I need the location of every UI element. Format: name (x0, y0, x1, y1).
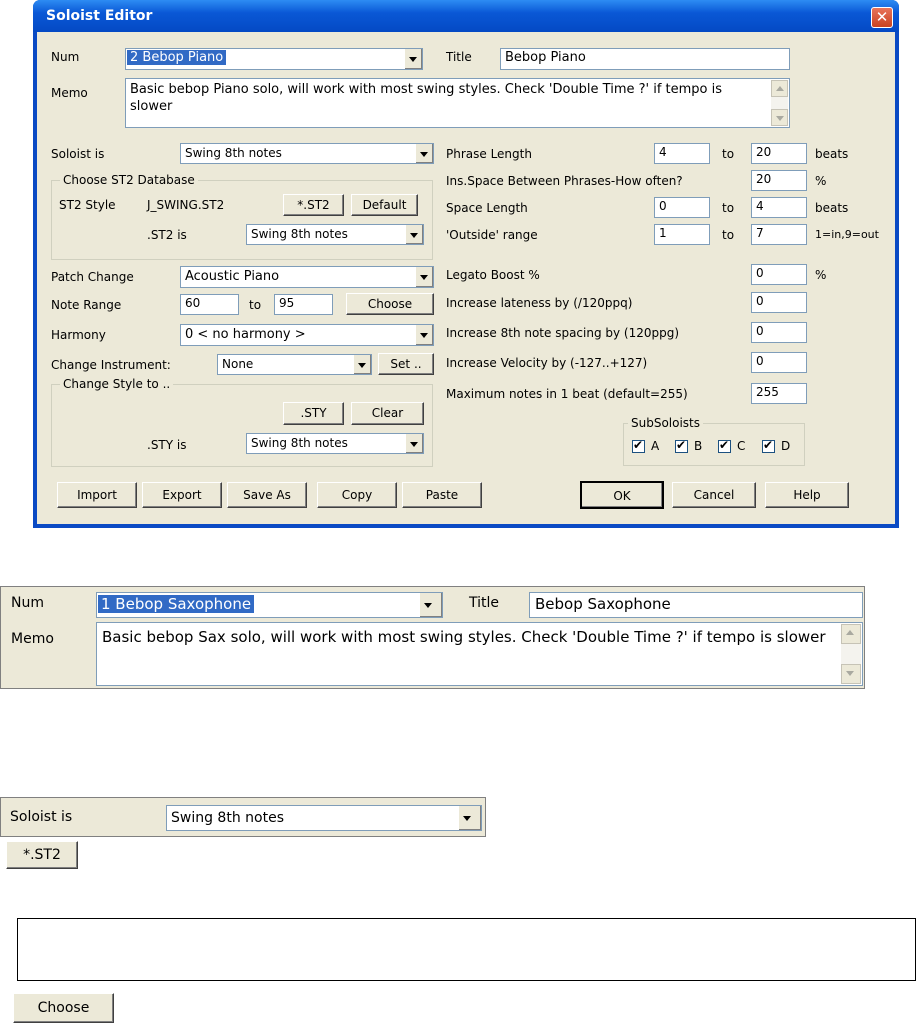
velocity-field[interactable]: 0 (751, 352, 807, 373)
chevron-down-icon[interactable] (405, 434, 423, 453)
note-range-to-label: to (249, 298, 262, 312)
empty-text-box (17, 918, 916, 981)
chevron-down-icon[interactable] (458, 806, 481, 830)
harmony-value: 0 < no harmony > (185, 327, 306, 342)
st2-is-value: Swing 8th notes (251, 227, 348, 241)
excerpt-soloist-is (0, 797, 486, 837)
clear-button[interactable]: Clear (351, 402, 424, 425)
export-button[interactable]: Export (142, 482, 222, 508)
change-instrument-label: Change Instrument: (51, 358, 171, 372)
chevron-down-icon[interactable] (415, 267, 433, 287)
phrase-length-from-field[interactable]: 4 (654, 143, 710, 164)
subsoloist-b-checkbox[interactable] (675, 440, 688, 453)
soloist-editor-dialog (33, 0, 899, 528)
space-length-to-label: to (722, 201, 735, 215)
spacing-label: Increase 8th note spacing by (120ppg) (446, 326, 680, 340)
excerpt-soloist-is-label: Soloist is (10, 809, 73, 825)
subsoloists-title: SubSoloists (628, 416, 703, 430)
scroll-down-icon[interactable] (841, 664, 861, 684)
chevron-down-icon[interactable] (353, 355, 371, 374)
space-length-unit: beats (815, 201, 849, 215)
spacing-field[interactable]: 0 (751, 322, 807, 343)
excerpt-num-memo (0, 586, 865, 689)
memo-field[interactable] (125, 78, 790, 128)
ins-space-unit: % (815, 174, 827, 188)
scroll-up-icon[interactable] (771, 80, 788, 97)
chevron-down-icon[interactable] (415, 144, 433, 163)
excerpt-num-value: 1 Bebop Saxophone (98, 595, 254, 613)
memo-scrollbar[interactable] (771, 80, 788, 126)
velocity-label: Increase Velocity by (-127..+127) (446, 356, 648, 370)
soloist-is-dropdown[interactable] (180, 143, 434, 164)
title-bar[interactable] (33, 0, 899, 32)
note-range-high-field[interactable]: 95 (274, 294, 333, 315)
soloist-is-label: Soloist is (51, 147, 105, 161)
legato-boost-label: Legato Boost % (446, 268, 540, 282)
cancel-button[interactable]: Cancel (672, 482, 756, 508)
space-length-to-field[interactable]: 4 (751, 197, 807, 218)
sty-is-label: .STY is (147, 438, 187, 452)
st2-button[interactable]: *.ST2 (283, 194, 344, 216)
st2-is-label: .ST2 is (147, 228, 187, 242)
num-label: Num (51, 50, 80, 64)
lateness-label: Increase lateness by (/120ppq) (446, 296, 633, 310)
num-selected-value: 2 Bebop Piano (127, 50, 226, 65)
title-label: Title (446, 50, 472, 64)
excerpt-soloist-is-value: Swing 8th notes (171, 810, 284, 826)
copy-button[interactable]: Copy (317, 482, 397, 508)
excerpt-memo-label: Memo (11, 631, 54, 647)
st2-group-title: Choose ST2 Database (60, 173, 198, 187)
excerpt-memo-field[interactable] (96, 622, 863, 686)
dialog-title: Soloist Editor (46, 8, 153, 24)
space-length-label: Space Length (446, 201, 528, 215)
sty-is-value: Swing 8th notes (251, 436, 348, 450)
memo-text: Basic bebop Piano solo, will work with most swing styles. Check 'Double Time ?' if tempo is slower (130, 82, 723, 114)
excerpt-title-field[interactable]: Bebop Saxophone (529, 592, 863, 618)
excerpt-choose-button[interactable]: Choose (13, 993, 114, 1023)
outside-range-to-label: to (722, 228, 735, 242)
st2-style-value: J_SWING.ST2 (147, 198, 225, 212)
change-instrument-value: None (222, 357, 254, 371)
excerpt-st2-button[interactable]: *.ST2 (6, 841, 78, 869)
style-group-title: Change Style to .. (60, 377, 173, 391)
excerpt-num-label: Num (11, 595, 44, 611)
outside-range-hint: 1=in,9=out (815, 228, 879, 241)
default-button[interactable]: Default (351, 194, 418, 216)
harmony-label: Harmony (51, 328, 106, 342)
outside-range-label: 'Outside' range (446, 228, 538, 242)
legato-boost-field[interactable]: 0 (751, 264, 807, 285)
scroll-down-icon[interactable] (771, 109, 788, 126)
subsoloist-c-checkbox[interactable] (718, 440, 731, 453)
scroll-up-icon[interactable] (841, 624, 861, 644)
phrase-length-unit: beats (815, 147, 849, 161)
subsoloist-a-label: A (651, 439, 660, 453)
subsoloist-c-label: C (737, 439, 746, 453)
st2-style-label: ST2 Style (59, 198, 116, 212)
subsoloist-d-checkbox[interactable] (762, 440, 775, 453)
memo-label: Memo (51, 86, 88, 100)
save-as-button[interactable]: Save As (227, 482, 307, 508)
excerpt-memo-scrollbar[interactable] (841, 624, 861, 684)
outside-range-from-field[interactable]: 1 (654, 224, 710, 245)
help-button[interactable]: Help (765, 482, 849, 508)
sty-is-dropdown[interactable] (246, 433, 424, 454)
chevron-down-icon[interactable] (419, 593, 442, 617)
chevron-down-icon[interactable] (415, 325, 433, 345)
chevron-down-icon[interactable] (405, 225, 423, 244)
st2-database-group (51, 173, 433, 260)
ins-space-label: Ins.Space Between Phrases-How often? (446, 174, 683, 188)
change-instrument-dropdown[interactable] (217, 354, 372, 375)
phrase-length-label: Phrase Length (446, 147, 532, 161)
excerpt-soloist-is-dropdown[interactable] (166, 805, 482, 831)
max-notes-field[interactable]: 255 (751, 383, 807, 404)
ok-button[interactable]: OK (580, 481, 664, 509)
chevron-down-icon[interactable] (404, 49, 422, 69)
sty-button[interactable]: .STY (283, 402, 344, 425)
patch-change-value: Acoustic Piano (185, 269, 280, 284)
close-icon[interactable]: ✕ (871, 7, 893, 28)
patch-change-dropdown[interactable] (180, 266, 434, 288)
max-notes-label: Maximum notes in 1 beat (default=255) (446, 387, 688, 401)
harmony-dropdown[interactable] (180, 324, 434, 346)
lateness-field[interactable]: 0 (751, 292, 807, 313)
subsoloist-d-label: D (781, 439, 791, 453)
patch-change-label: Patch Change (51, 270, 134, 284)
subsoloist-b-label: B (694, 439, 703, 453)
dialog-client (37, 32, 895, 524)
num-dropdown[interactable] (125, 48, 423, 70)
soloist-is-value: Swing 8th notes (185, 146, 282, 160)
import-button[interactable]: Import (57, 482, 137, 508)
note-range-label: Note Range (51, 298, 122, 312)
legato-boost-unit: % (815, 268, 827, 282)
space-length-from-field[interactable]: 0 (654, 197, 710, 218)
title-field[interactable]: Bebop Piano (500, 48, 790, 70)
set-instrument-button[interactable]: Set .. (378, 353, 434, 375)
choose-button[interactable]: Choose (346, 293, 434, 315)
subsoloist-a-checkbox[interactable] (632, 440, 645, 453)
st2-is-dropdown[interactable] (246, 224, 424, 245)
excerpt-title-label: Title (469, 595, 500, 611)
phrase-length-to-label: to (722, 147, 735, 161)
excerpt-memo-text: Basic bebop Sax solo, will work with most swing styles. Check 'Double Time ?' if tempo is slower (102, 628, 826, 646)
paste-button[interactable]: Paste (402, 482, 482, 508)
ins-space-field[interactable]: 20 (751, 170, 807, 191)
phrase-length-to-field[interactable]: 20 (751, 143, 807, 164)
outside-range-to-field[interactable]: 7 (751, 224, 807, 245)
excerpt-num-dropdown[interactable] (96, 592, 443, 618)
change-style-group (51, 377, 433, 467)
note-range-low-field[interactable]: 60 (180, 294, 239, 315)
